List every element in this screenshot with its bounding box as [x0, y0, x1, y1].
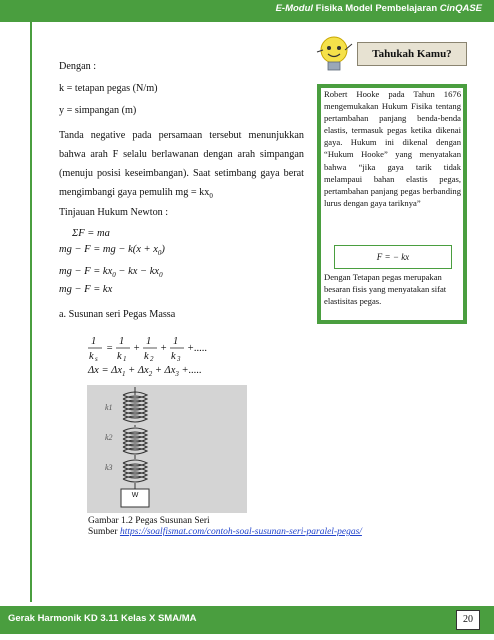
equation-2: mg − F = mg − $k(x + x_0)$ — [59, 244, 165, 258]
svg-text:k: k — [89, 351, 94, 362]
svg-text:s: s — [95, 355, 98, 362]
svg-text:3: 3 — [177, 355, 181, 362]
header-title: E-Modul Fisika Model Pembelajaran CinQASE — [275, 3, 482, 14]
sidebar-text-2: Dengan Tetapan pegas merupakan besaran fisis yang menyatakan sifat elastisitas pegas. — [324, 272, 447, 306]
dengan-label: Dengan : — [59, 61, 97, 72]
source-link[interactable]: https://soalfismat.com/contoh-soal-susunan-seri-paralel-pegas/ — [119, 527, 362, 537]
svg-text:1: 1 — [119, 336, 125, 347]
svg-text:k: k — [144, 351, 149, 362]
svg-text:+: + — [133, 343, 141, 354]
definition-y: y = simpangan (m) — [59, 105, 137, 116]
svg-text:+: + — [160, 343, 168, 354]
figure-caption: Gambar 1.2 Pegas Susunan Seri — [88, 516, 210, 526]
hooke-formula: F = − kx — [334, 245, 452, 269]
sidebar-box — [317, 84, 467, 324]
left-margin-line — [30, 22, 32, 602]
svg-text:1: 1 — [123, 355, 127, 362]
figure-source: Sumber https://soalfismat.com/contoh-soal-susunan-seri-paralel-pegas/ — [88, 527, 362, 537]
page-number: 20 — [456, 610, 480, 630]
equation-1: ΣF = ma — [72, 228, 110, 239]
sidebar-text: Robert Hooke pada Tahun 1676 mengemukakan Hukum Fisika tentang pertambahan panjang benda-benda elastis, termasuk pegas ketika dikenai gaya. Hukum ini dikenal dengan “Hukum Hooke” yang menyatakan bahwa “jika gaya tarik tidak melampaui bahan elastis pegas, pertambahan panjang pegas berbanding lurus dengan gaya tariknya” — [324, 89, 461, 208]
svg-text:=: = — [106, 343, 114, 354]
label-k1: k1 — [105, 403, 113, 412]
body-paragraph: Tanda negative pada persamaan tersebut menunjukkan bahwa arah F selalu berlawanan dengan arah simpangan (menuju posisi keseimbangan). Saat setimbang gaya berat mengimbangi gaya pemulih mg = $kx_0$ — [59, 130, 304, 201]
svg-text:1: 1 — [91, 336, 97, 347]
svg-text:1: 1 — [146, 336, 152, 347]
label-k2: k2 — [105, 433, 113, 442]
svg-text:k: k — [117, 351, 122, 362]
equation-3: mg − $F = kx_0$ − kx − $kx_0$ — [59, 266, 163, 280]
sidebar-inner — [321, 88, 463, 320]
lightbulb-mascot-icon — [313, 32, 355, 76]
footer-bar — [0, 606, 494, 634]
series-equation-1 — [88, 334, 288, 365]
weight-label: W — [131, 492, 139, 499]
svg-text:+.....: +..... — [187, 343, 208, 354]
label-k3: k3 — [105, 463, 113, 472]
series-equation-2: $\Delta x = \Delta x_1 + \Delta x_2 + \Delta x_3$ +..... — [88, 365, 202, 379]
definition-k: k = tetapan pegas (N/m) — [59, 83, 158, 94]
svg-text:1: 1 — [173, 336, 179, 347]
equation-4: mg − F = kx — [59, 284, 113, 295]
newton-heading: Tinjauan Hukum Newton : — [59, 207, 169, 218]
series-fraction-svg — [88, 334, 288, 362]
spring-series-figure — [87, 385, 247, 513]
section-a-heading: a. Susunan seri Pegas Massa — [59, 309, 176, 320]
footer-text: Gerak Harmonik KD 3.11 Kelas X SMA/MA — [8, 613, 197, 624]
svg-text:2: 2 — [150, 355, 154, 362]
header-bar — [0, 0, 494, 22]
svg-text:k: k — [171, 351, 176, 362]
sidebar-heading: Tahukah Kamu? — [357, 42, 467, 66]
